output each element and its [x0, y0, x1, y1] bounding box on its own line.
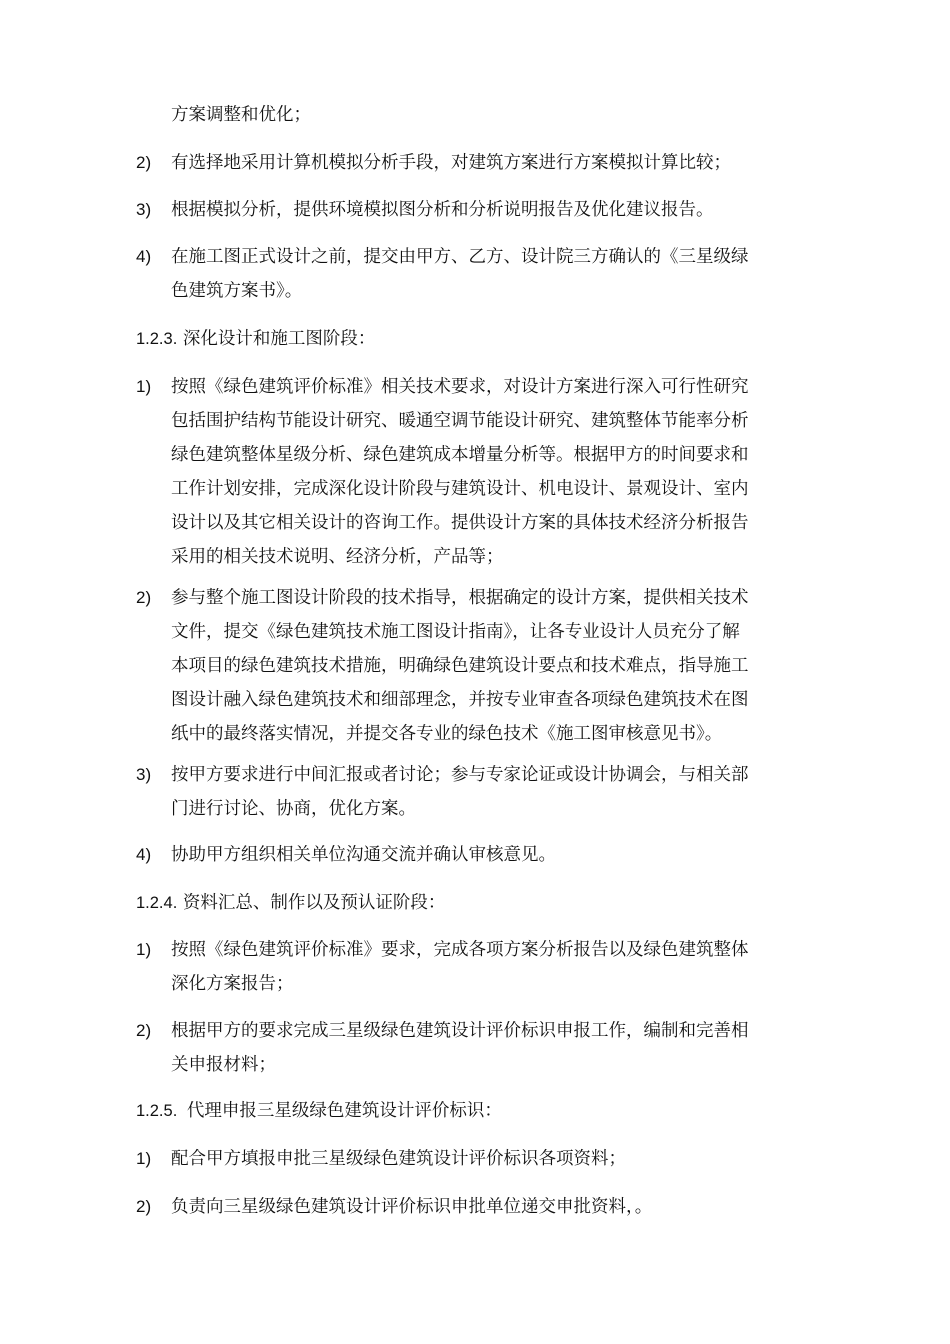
section-heading-1-2-5 — [136, 1099, 502, 1123]
item-line: 绿色建筑整体星级分析、绿色建筑成本增量分析等。根据甲方的时间要求和 — [171, 445, 749, 465]
item-number: 2) — [136, 1021, 152, 1040]
item-number: 1) — [136, 1149, 152, 1168]
item-line: 负责向三星级绿色建筑设计评价标识申批单位递交申批资料，。 — [171, 1197, 653, 1217]
item-line: 采用的相关技术说明、经济分析，产品等； — [171, 547, 504, 567]
item-number: 4) — [136, 845, 152, 864]
item-number: 3) — [136, 200, 152, 219]
item-line: 按照《绿色建筑评价标准》要求，完成各项方案分析报告以及绿色建筑整体 — [171, 940, 749, 960]
item-number: 1) — [136, 940, 152, 959]
item-number: 2) — [136, 1197, 152, 1216]
item-line: 工作计划安排，完成深化设计阶段与建筑设计、机电设计、景观设计、室内 — [171, 479, 749, 499]
item-line: 有选择地采用计算机模拟分析手段，对建筑方案进行方案模拟计算比较； — [171, 153, 731, 173]
item-line: 按甲方要求进行中间汇报或者讨论；参与专家论证或设计协调会，与相关部 — [171, 765, 749, 785]
item-line: 本项目的绿色建筑技术措施，明确绿色建筑设计要点和技术难点，指导施工 — [171, 656, 749, 676]
paragraph-line: 方案调整和优化； — [171, 105, 311, 125]
item-line: 文件，提交《绿色建筑技术施工图设计指南》，让各专业设计人员充分了解 — [171, 622, 740, 642]
item-line: 协助甲方组织相关单位沟通交流并确认审核意见。 — [171, 845, 556, 865]
item-number: 1) — [136, 377, 152, 396]
item-number: 2) — [136, 153, 152, 172]
item-number: 2) — [136, 588, 152, 607]
section-heading-1-2-4 — [136, 891, 445, 915]
item-line: 在施工图正式设计之前，提交由甲方、乙方、设计院三方确认的《三星级绿 — [171, 247, 749, 267]
item-line: 图设计融入绿色建筑技术和细部理念，并按专业审查各项绿色建筑技术在图 — [171, 690, 749, 710]
item-line: 纸中的最终落实情况，并提交各专业的绿色技术《施工图审核意见书》。 — [171, 724, 723, 744]
item-number: 3) — [136, 765, 152, 784]
heading-number: 1.2.4. — [136, 894, 178, 912]
item-line: 根据甲方的要求完成三星级绿色建筑设计评价标识申报工作，编制和完善相 — [171, 1021, 749, 1041]
heading-number: 1.2.3. — [136, 330, 178, 348]
item-line: 深化方案报告； — [171, 974, 294, 994]
item-line: 按照《绿色建筑评价标准》相关技术要求，对设计方案进行深入可行性研究 — [171, 377, 749, 397]
item-line: 包括围护结构节能设计研究、暖通空调节能设计研究、建筑整体节能率分析 — [171, 411, 749, 431]
heading-title: 代理申报三星级绿色建筑设计评价标识： — [186, 1101, 502, 1121]
item-line: 门进行讨论、协商，优化方案。 — [171, 799, 416, 819]
item-line: 设计以及其它相关设计的咨询工作。提供设计方案的具体技术经济分析报告 — [171, 513, 749, 533]
heading-number: 1.2.5. — [136, 1102, 178, 1120]
item-line: 色建筑方案书》。 — [171, 281, 303, 301]
item-line: 配合甲方填报申批三星级绿色建筑设计评价标识各项资料； — [171, 1149, 626, 1169]
item-line: 根据模拟分析，提供环境模拟图分析和分析说明报告及优化建议报告。 — [171, 200, 714, 220]
heading-title: 资料汇总、制作以及预认证阶段： — [182, 893, 446, 913]
section-heading-1-2-3 — [136, 327, 375, 351]
heading-title: 深化设计和施工图阶段： — [182, 329, 376, 349]
item-line: 关申报材料； — [171, 1055, 276, 1075]
item-line: 参与整个施工图设计阶段的技术指导，根据确定的设计方案，提供相关技术 — [171, 588, 749, 608]
item-number: 4) — [136, 247, 152, 266]
